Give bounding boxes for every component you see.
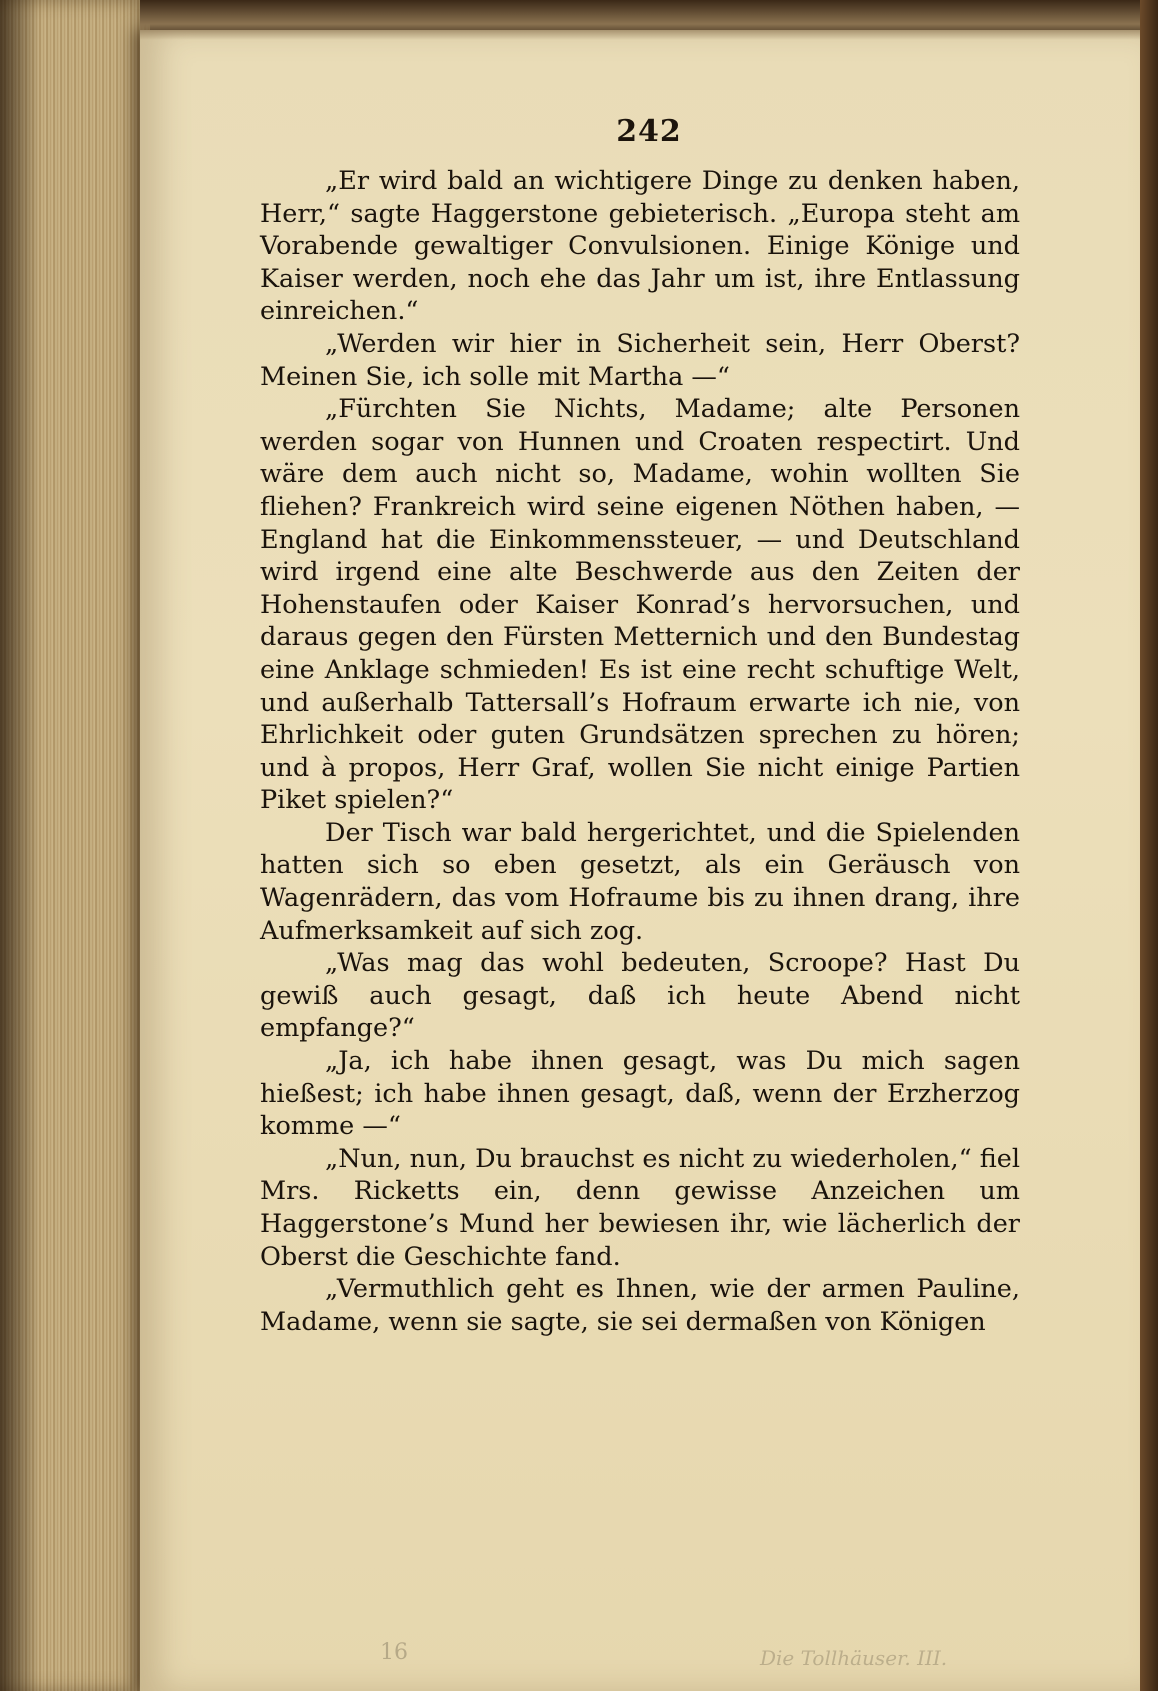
signature-mark: 16 xyxy=(380,1640,408,1665)
paragraph: „Werden wir hier in Sicherheit sein, Herr Oberst? Meinen Sie, ich solle mit Martha —“ xyxy=(260,328,1020,392)
paragraph: „Nun, nun, Du brauchst es nicht zu wiederholen,“ fiel Mrs. Ricketts ein, denn gewisse Anzeichen um Haggerstone’s Mund her bewiesen ihr, wie lächerlich der Oberst die Geschichte fand. xyxy=(260,1143,1020,1272)
page-top-shadow xyxy=(140,0,1140,40)
page-edges xyxy=(0,0,150,1691)
paragraph: „Fürchten Sie Nichts, Madame; alte Personen werden sogar von Hunnen und Croaten respectirt. Und wäre dem auch nicht so, Madame, wohin wollten Sie fliehen? Frankreich wird seine eigenen Nöthen haben, — England hat die Einkommenssteuer, — und Deutschland wird irgend eine alte Beschwerde aus den Zeiten der Hohenstaufen oder Kaiser Konrad’s hervorsuchen, und daraus gegen den Fürsten Metternich und den Bundestag eine Anklage schmieden! Es ist eine recht schuftige Welt, und außerhalb Tattersall’s Hofraum erwarte ich nie, von Ehrlichkeit oder guten Grundsätzen sprechen zu hören; und à propos, Herr Graf, wollen Sie nicht einige Partien Piket spielen?“ xyxy=(260,394,1020,816)
paragraph: „Ja, ich habe ihnen gesagt, was Du mich sagen hießest; ich habe ihnen gesagt, daß, wenn der Erzherzog komme —“ xyxy=(260,1046,1020,1142)
paragraph: „Was mag das wohl bedeuten, Scroope? Hast Du gewiß auch gesagt, daß ich heute Abend nicht empfange?“ xyxy=(260,948,1020,1044)
paragraph: Der Tisch war bald hergerichtet, und die Spielenden hatten sich so eben gesetzt, als ein Geräusch von Wagenrädern, das vom Hofraume bis zu ihnen drang, ihre Aufmerksamkeit auf sich zog. xyxy=(260,817,1020,946)
body-text xyxy=(260,165,1020,1338)
running-footer: Die Tollhäuser. III. xyxy=(760,1646,948,1670)
page-number: 242 xyxy=(616,114,682,149)
paragraph: „Vermuthlich geht es Ihnen, wie der armen Pauline, Madame, wenn sie sagte, sie sei dermaßen von Königen xyxy=(260,1274,1020,1337)
paragraph: „Er wird bald an wichtigere Dinge zu denken haben, Herr,“ sagte Haggerstone gebieterisch. „Europa steht am Vorabende gewaltiger Convulsionen. Einige Könige und Kaiser werden, noch ehe das Jahr um ist, ihre Entlassung einreichen.“ xyxy=(260,166,1020,327)
book-cover-edge xyxy=(1140,0,1158,1691)
